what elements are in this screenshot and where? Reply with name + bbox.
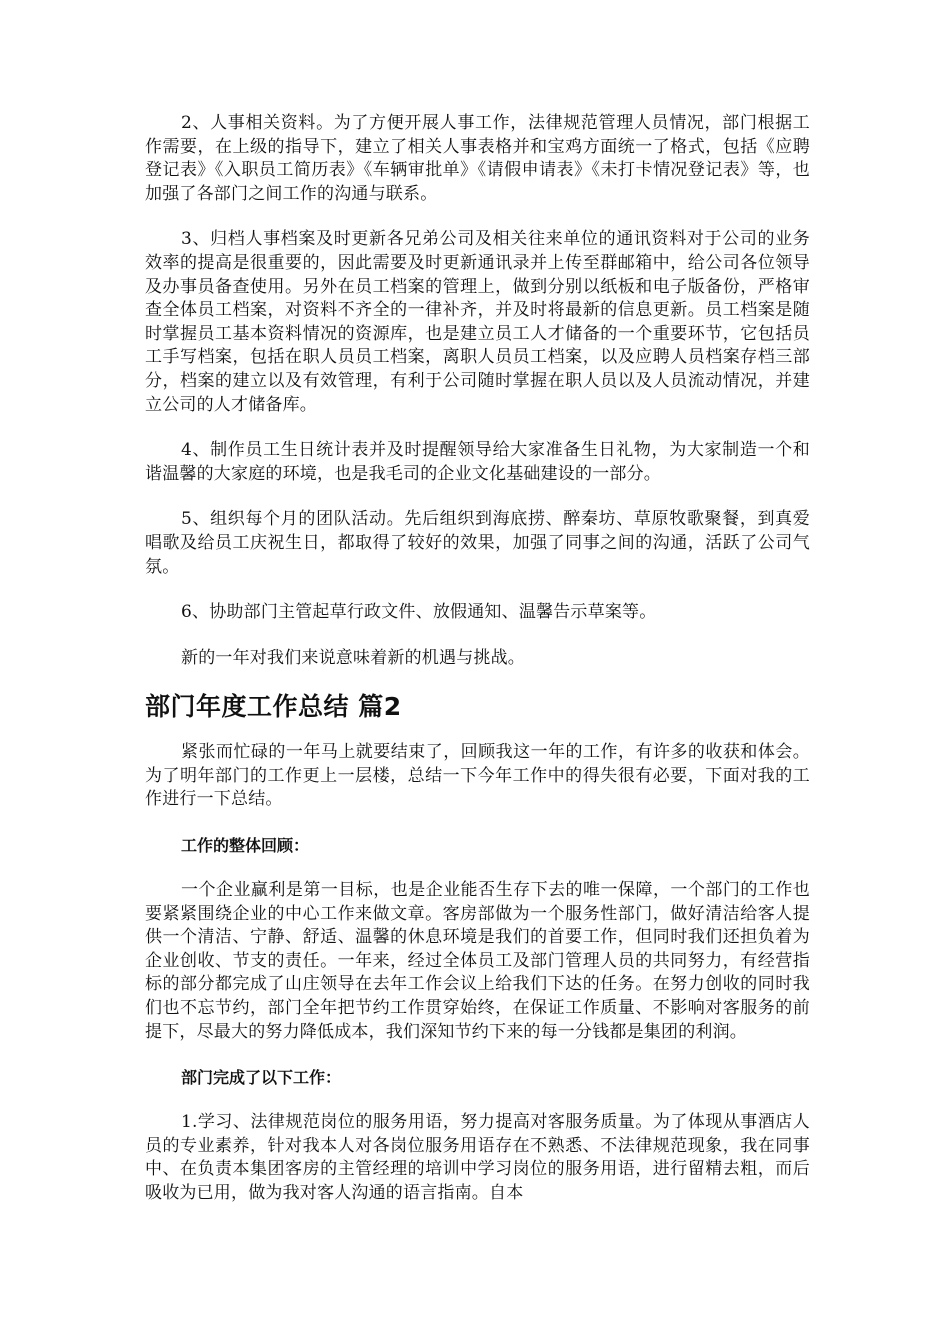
subheading-overview: 工作的整体回顾：	[181, 836, 310, 856]
paragraph-item-2: 2、人事相关资料。为了方便开展人事工作，法律规范管理人员情况，部门根据工作需要，在上级的指导下，建立了相关人事表格并和宝鸡方面统一了格式，包括《应聘登记表》《入职员工简历表》《车辆审批单》《请假申请表》《未打卡情况登记表》等，也加强了各部门之间工作的沟通与联系。	[145, 113, 810, 204]
paragraph-item-5: 5、组织每个月的团队活动。先后组织到海底捞、醉秦坊、草原牧歌聚餐，到真爱唱歌及给员工庆祝生日，都取得了较好的效果，加强了同事之间的沟通，活跃了公司气氛。	[145, 509, 810, 577]
paragraph-item-6: 6、协助部门主管起草行政文件、放假通知、温馨告示草案等。	[181, 602, 657, 623]
paragraph-intro: 紧张而忙碌的一年马上就要结束了，回顾我这一年的工作，有许多的收获和体会。为了明年部门的工作更上一层楼，总结一下今年工作中的得失很有必要，下面对我的工作进行一下总结。	[145, 742, 810, 810]
document-page	[145, 112, 810, 1228]
paragraph-done-item-1: 1.学习、法律规范岗位的服务用语，努力提高对客服务质量。为了体现从事酒店人员的专业素养，针对我本人对各岗位服务用语存在不熟悉、不法律规范现象，我在同事中、在负责本集团客房的主管经理的培训中学习岗位的服务用语，进行留精去粗，而后吸收为已用，做为我对客人沟通的语言指南。自本	[145, 1112, 810, 1203]
paragraph-overview: 一个企业赢利是第一目标，也是企业能否生存下去的唯一保障，一个部门的工作也要紧紧围绕企业的中心工作来做文章。客房部做为一个服务性部门，做好清洁给客人提供一个清洁、宁静、舒适、温馨的休息环境是我们的首要工作，但同时我们还担负着为企业创收、节支的责任。一年来，经过全体员工及部门管理人员的共同努力，有经营指标的部分都完成了山庄领导在去年工作会议上给我们下达的任务。在努力创收的同时我们也不忘节约，部门全年把节约工作贯穿始终，在保证工作质量、不影响对客服务的前提下，尽最大的努力降低成本，我们深知节约下来的每一分钱都是集团的利润。	[145, 880, 810, 1042]
paragraph-item-3: 3、归档人事档案及时更新各兄弟公司及相关往来单位的通讯资料对于公司的业务效率的提高是很重要的，因此需要及时更新通讯录并上传至群邮箱中，给公司各位领导及办事员备查使用。另外在员工档案的管理上，做到分别以纸板和电子版备份，严格审查全体员工档案，对资料不齐全的一律补齐，并及时将最新的信息更新。员工档案是随时掌握员工基本资料情况的资源库，也是建立员工人才储备的一个重要环节，它包括员工手写档案，包括在职人员员工档案，离职人员员工档案，以及应聘人员档案存档三部分，档案的建立以及有效管理，有利于公司随时掌握在职人员以及人员流动情况，并建立公司的人才储备库。	[145, 229, 810, 415]
section-title: 部门年度工作总结 篇2	[145, 692, 402, 722]
subheading-done: 部门完成了以下工作：	[181, 1068, 342, 1088]
paragraph-item-4: 4、制作员工生日统计表并及时提醒领导给大家准备生日礼物，为大家制造一个和谐温馨的大家庭的环境，也是我毛司的企业文化基础建设的一部分。	[145, 440, 810, 484]
paragraph-closing: 新的一年对我们来说意味着新的机遇与挑战。	[181, 647, 525, 668]
